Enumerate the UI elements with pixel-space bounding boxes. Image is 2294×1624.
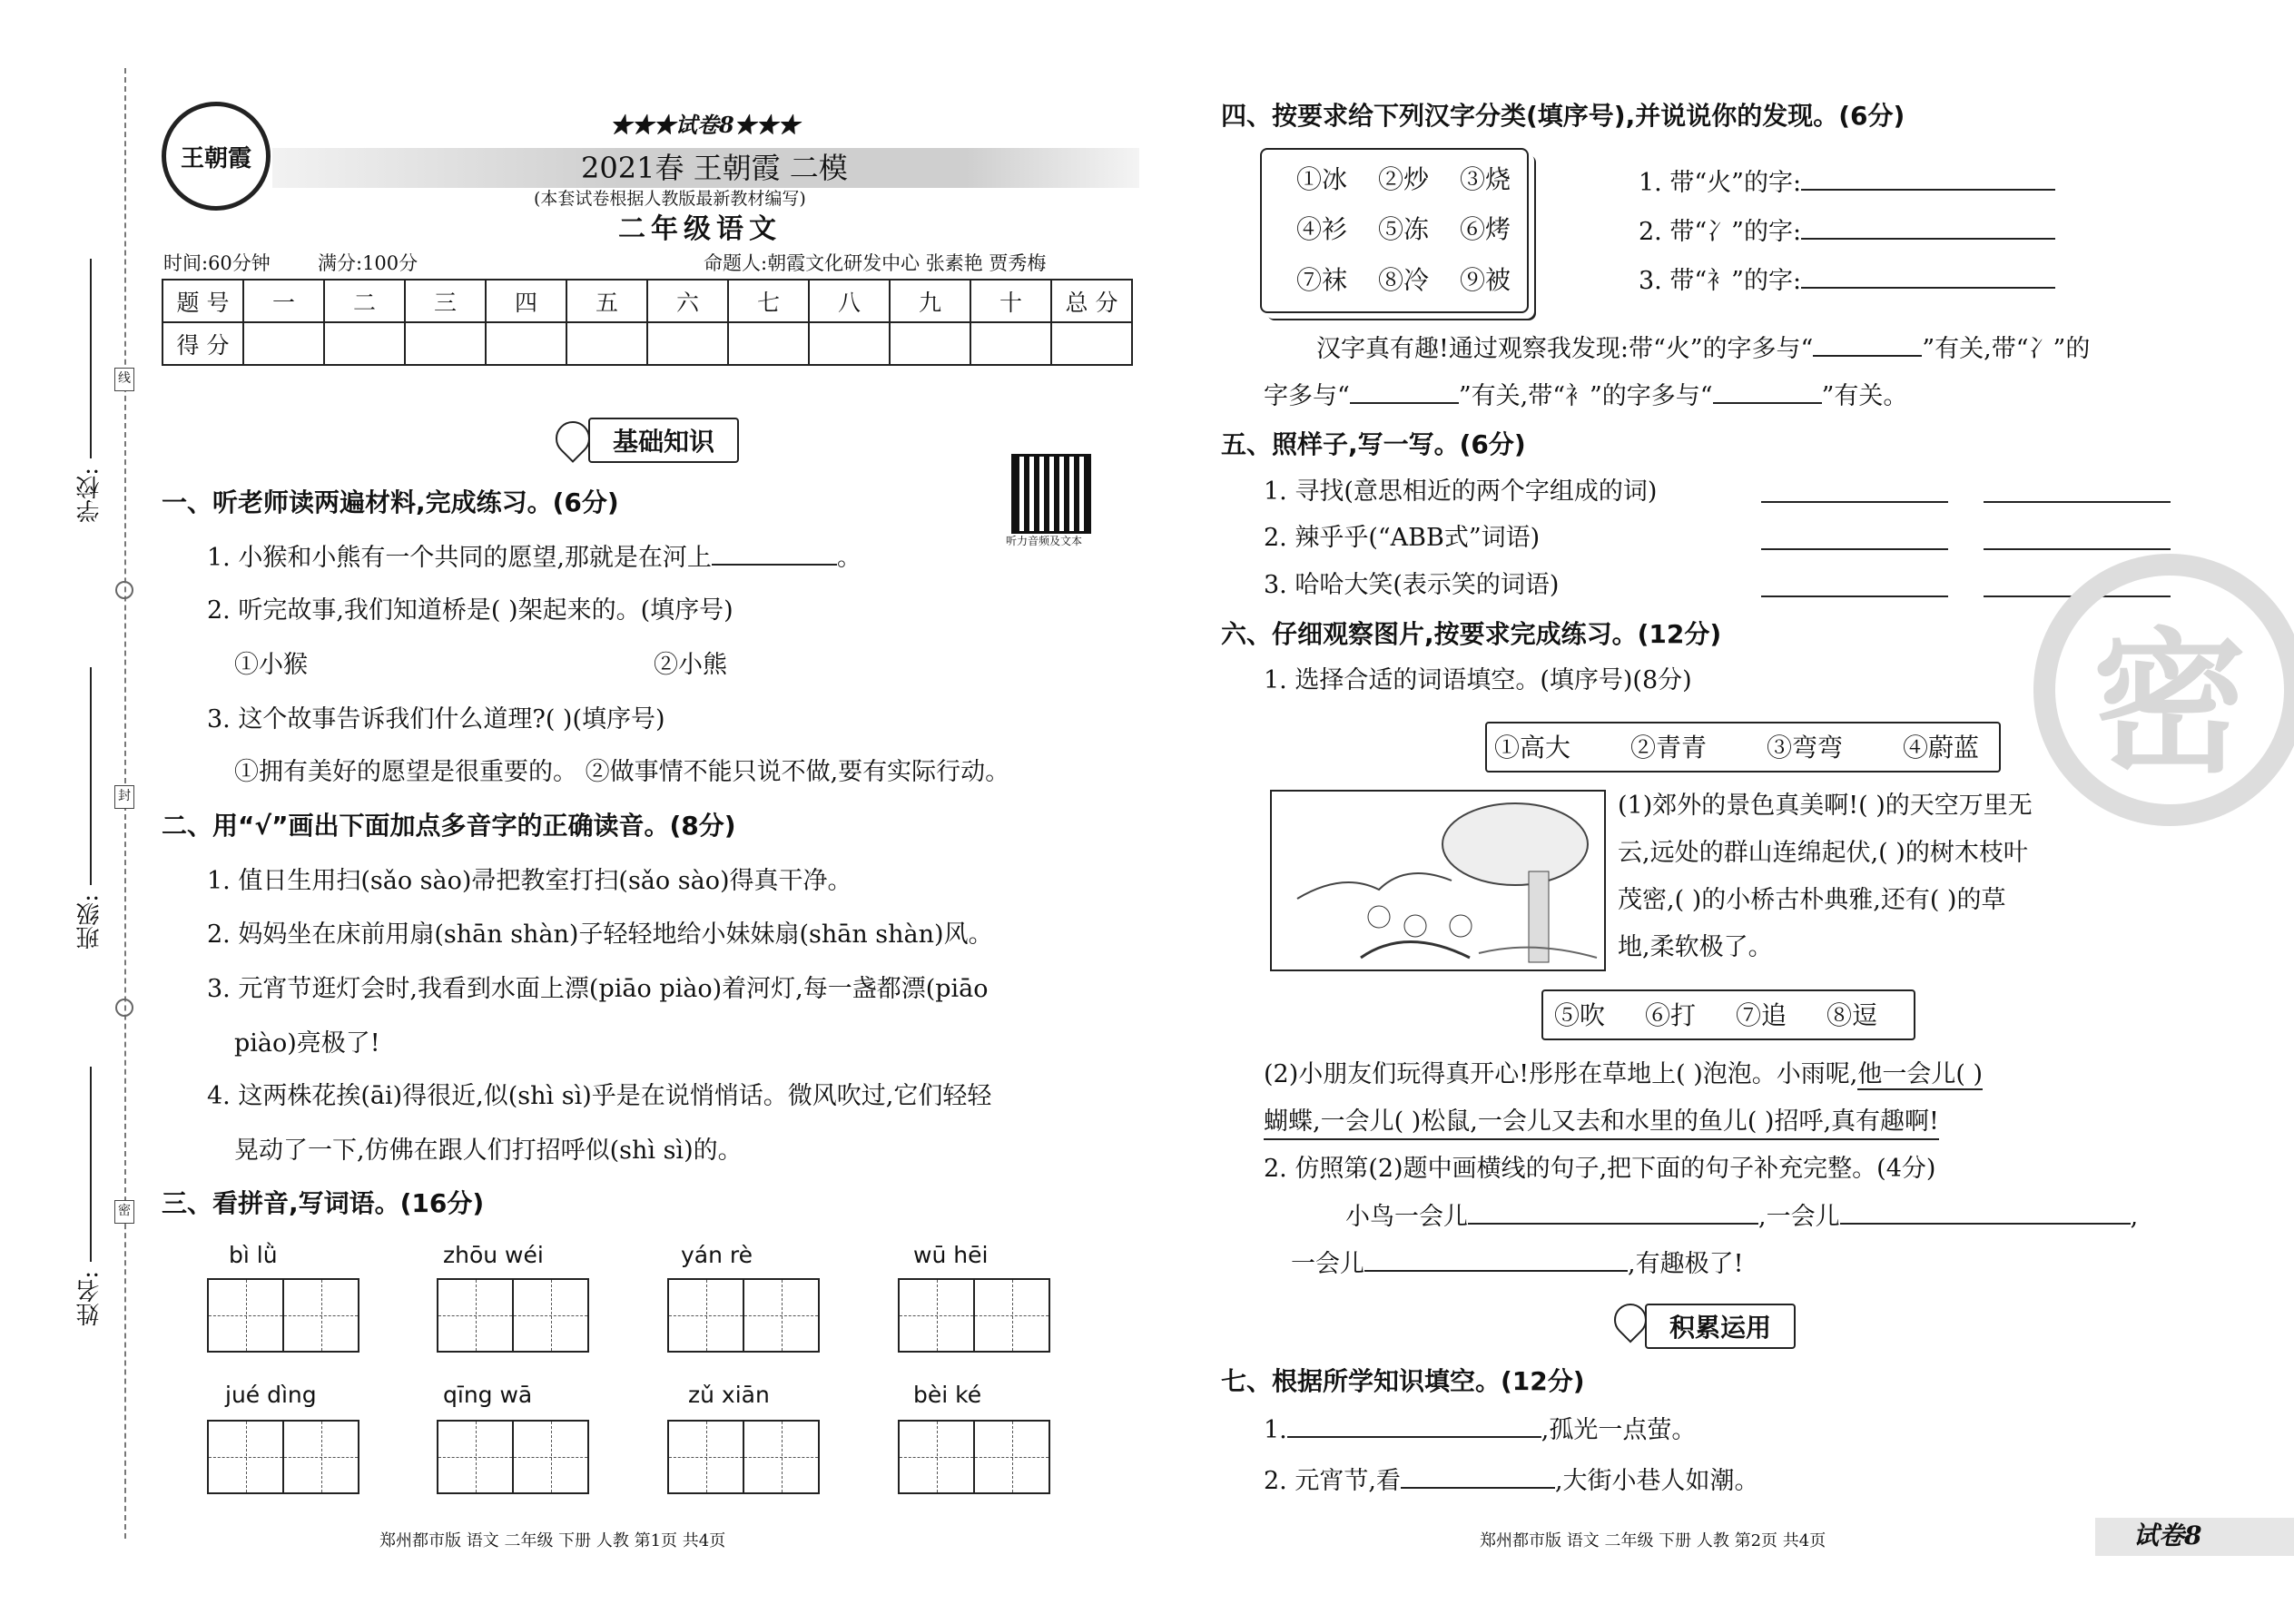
word-option: ④蔚蓝 <box>1903 733 1980 763</box>
q1-opt-b: ②小熊 <box>654 651 727 679</box>
q4-title: 四、按要求给下列汉字分类(填序号),并说说你的发现。(6分) <box>1221 101 1905 131</box>
cut-mark-1: 线 <box>114 368 134 391</box>
q1-title: 一、听老师读两遍材料,完成练习。(6分) <box>162 487 619 517</box>
footer-left: 郑州都市版 语文 二年级 下册 人教 第1页 共4页 <box>379 1531 726 1550</box>
authors: 命题人:朝霞文化研发中心 张素艳 贾秀梅 <box>704 252 1047 274</box>
q4-cat3: 3. 带“衤”的字: <box>1639 265 2055 298</box>
q5-item3: 3. 哈哈大笑(表示笑的词语) <box>1264 571 1560 599</box>
answer-blank[interactable] <box>1984 548 2171 550</box>
q5-title: 五、照样子,写一写。(6分) <box>1221 429 1526 459</box>
score-cell[interactable] <box>405 322 486 365</box>
q6-passage-line: 茂密,( )的小桥古朴典雅,还有( )的草 <box>1618 886 2006 914</box>
q2-item4b: 晃动了一下,仿佛在跟人们打招呼似(shì sì)的。 <box>234 1137 743 1165</box>
q6-title: 六、仔细观察图片,按要求完成练习。(12分) <box>1221 619 1722 649</box>
writing-grid[interactable] <box>898 1278 1050 1353</box>
section-basic-label: 基础知识 <box>588 418 739 463</box>
qr-code[interactable] <box>1011 454 1091 534</box>
writing-grid[interactable] <box>667 1278 820 1353</box>
word-option: ⑤吹 <box>1554 1000 1606 1030</box>
footer-right: 郑州都市版 语文 二年级 下册 人教 第2页 共4页 <box>1480 1531 1826 1550</box>
char: ④衫 <box>1296 214 1348 244</box>
answer-blank[interactable] <box>1761 501 1948 503</box>
char: ⑨被 <box>1460 265 1511 295</box>
writing-grid[interactable] <box>437 1420 589 1494</box>
answer-blank[interactable] <box>1813 337 1922 357</box>
answer-blank[interactable] <box>1801 171 2055 191</box>
q4-cat1: 1. 带“火”的字: <box>1639 167 2055 200</box>
writing-grid[interactable] <box>207 1420 359 1494</box>
word-option: ⑧逗 <box>1826 1000 1878 1030</box>
score-cell[interactable] <box>809 322 890 365</box>
q1-item1: 1. 小猴和小熊有一个共同的愿望,那就是在河上 。 <box>207 544 861 572</box>
q2-title: 二、用“√”画出下面加点多音字的正确读音。(8分) <box>162 811 736 841</box>
q6-passage-line: (1)郊外的景色真美啊!( )的天空万里无 <box>1618 792 2033 820</box>
q5-item2: 2. 辣乎乎(“ABB式”词语) <box>1264 524 1541 552</box>
q6-p2-line1: (2)小朋友们玩得真开心!彤彤在草地上( )泡泡。小雨呢,他一会儿( ) <box>1264 1060 1983 1088</box>
time-info: 时间:60分钟 <box>163 252 271 274</box>
score-cell[interactable] <box>486 322 566 365</box>
score-header: 四 <box>486 280 566 322</box>
answer-blank[interactable] <box>1468 1205 1758 1225</box>
q2-item3a: 3. 元宵节逛灯会时,我看到水面上漂(piāo piào)着河灯,每一盏都漂(piāo <box>207 975 989 1003</box>
cut-mark-2: 封 <box>114 785 134 809</box>
name-line <box>90 1067 92 1262</box>
writing-grid[interactable] <box>898 1420 1050 1494</box>
word-option: ③弯弯 <box>1767 733 1844 763</box>
q6-passage-line: 云,远处的群山连绵起伏,( )的树木枝叶 <box>1618 839 2028 867</box>
score-cell[interactable] <box>647 322 728 365</box>
answer-blank[interactable] <box>1401 1469 1555 1489</box>
word-option: ⑥打 <box>1645 1000 1697 1030</box>
binding-hole-2 <box>115 999 133 1017</box>
writing-grid[interactable] <box>207 1278 359 1353</box>
school-label: 学校: <box>76 468 103 523</box>
answer-blank[interactable] <box>1350 384 1459 404</box>
score-table <box>162 279 1133 366</box>
class-line <box>90 667 92 885</box>
answer-blank[interactable] <box>1801 269 2055 289</box>
q2-item3b: piào)亮极了! <box>234 1029 380 1058</box>
q1-opt-a: ①小猴 <box>234 651 308 679</box>
q6-passage-line: 地,柔软极了。 <box>1618 933 1773 961</box>
q2-item4a: 4. 这两株花挨(āi)得很近,似(shì sì)乎是在说悄悄话。微风吹过,它们轻轻 <box>207 1082 992 1110</box>
paper-number-stars: ★★★试卷8★★★ <box>610 112 800 138</box>
word-option: ⑦追 <box>1736 1000 1787 1030</box>
subject-title: 二年级语文 <box>618 213 782 245</box>
q6-p2-line2: 蝴蝶,一会儿( )松鼠,一会儿又去和水里的鱼儿( )招呼,真有趣啊! <box>1264 1106 1939 1140</box>
char: ⑦袜 <box>1296 265 1348 295</box>
full-marks: 满分:100分 <box>318 252 418 274</box>
word-option: ②青青 <box>1630 733 1708 763</box>
score-header: 总 分 <box>1051 280 1132 322</box>
logo-badge: 王朝霞 <box>162 102 271 211</box>
cut-mark-3: 密 <box>114 1200 134 1224</box>
school-line <box>90 259 92 458</box>
class-label: 班级: <box>76 894 103 950</box>
name-label: 姓名: <box>76 1271 103 1326</box>
writing-grid[interactable] <box>667 1420 820 1494</box>
q2-item2: 2. 妈妈坐在床前用扇(shān shàn)子轻轻地给小妹妹扇(shān shàn)风。 <box>207 920 993 949</box>
q6-sub2: 2. 仿照第(2)题中画横线的句子,把下面的句子补充完整。(4分) <box>1264 1155 1936 1183</box>
char: ③烧 <box>1460 164 1511 194</box>
q6-fill-line2: 一会儿 ,有趣极了! <box>1291 1250 1744 1278</box>
q5-item1: 1. 寻找(意思相近的两个字组成的词) <box>1264 477 1658 506</box>
char: ⑧冷 <box>1378 265 1430 295</box>
score-cell[interactable] <box>728 322 809 365</box>
score-header: 十 <box>970 280 1051 322</box>
q2-item1: 1. 值日生用扫(sǎo sào)帚把教室打扫(sǎo sào)得真干净。 <box>207 867 852 895</box>
q1-blank[interactable] <box>712 546 837 566</box>
score-cell[interactable] <box>1051 322 1132 365</box>
q3-pinyin: yán rè <box>681 1242 753 1268</box>
q7-title: 七、根据所学知识填空。(12分) <box>1221 1366 1585 1396</box>
char: ①冰 <box>1296 164 1348 194</box>
score-header: 二 <box>324 280 405 322</box>
q7-item1: 1. ,孤光一点萤。 <box>1264 1416 1697 1444</box>
answer-blank[interactable] <box>1761 595 1948 597</box>
park-illustration <box>1270 790 1606 971</box>
score-header: 五 <box>566 280 647 322</box>
answer-blank[interactable] <box>1801 220 2055 240</box>
char: ⑥烤 <box>1460 214 1511 244</box>
score-header: 七 <box>728 280 809 322</box>
q6-fill-line1: 小鸟一会儿 ,一会儿 , <box>1345 1203 2139 1231</box>
qr-caption: 听力音频及文本 <box>1006 535 1083 547</box>
q6-sub1: 1. 选择合适的词语填空。(填序号)(8分) <box>1264 666 1692 694</box>
section-accum-label: 积累运用 <box>1645 1304 1796 1349</box>
q3-pinyin: bì lǜ <box>229 1242 278 1268</box>
score-header: 三 <box>405 280 486 322</box>
score-header: 一 <box>243 280 324 322</box>
score-cell[interactable] <box>566 322 647 365</box>
q1-item3: 3. 这个故事告诉我们什么道理?( )(填序号) <box>207 705 665 733</box>
q4-finding-line1: 汉字真有趣!通过观察我发现:带“火”的字多与“ ”有关,带“冫”的 <box>1316 335 2091 363</box>
answer-blank[interactable] <box>1364 1252 1628 1272</box>
q3-pinyin: zǔ xiān <box>688 1382 770 1408</box>
answer-blank[interactable] <box>1761 548 1948 550</box>
q3-pinyin: wū hēi <box>913 1242 989 1268</box>
q7-item2: 2. 元宵节,看 ,大街小巷人如潮。 <box>1264 1467 1759 1495</box>
score-header: 题 号 <box>162 280 243 322</box>
confidential-seal: 密 <box>2033 554 2294 826</box>
score-row-label: 得 分 <box>162 322 243 365</box>
score-cell[interactable] <box>890 322 970 365</box>
q4-finding-line2: 字多与“ ”有关,带“衤”的字多与“ ”有关。 <box>1264 382 1908 410</box>
answer-blank[interactable] <box>1984 501 2171 503</box>
q4-cat2: 2. 带“冫”的字: <box>1639 216 2055 249</box>
score-header: 九 <box>890 280 970 322</box>
score-cell[interactable] <box>970 322 1051 365</box>
q1-item3-opts: ①拥有美好的愿望是很重要的。 ②做事情不能只说不做,要有实际行动。 <box>234 758 1010 786</box>
q3-pinyin: qīng wā <box>443 1382 533 1408</box>
char: ⑤冻 <box>1378 214 1430 244</box>
binding-hole-1 <box>115 581 133 599</box>
q3-pinyin: bèi ké <box>913 1382 982 1408</box>
paper-label: 试卷8 <box>2133 1521 2202 1550</box>
q1-item2: 2. 听完故事,我们知道桥是( )架起来的。(填序号) <box>207 596 733 625</box>
main-title: 2021春 王朝霞 二模 <box>581 151 848 185</box>
q3-pinyin: zhōu wéi <box>443 1242 544 1268</box>
score-header: 六 <box>647 280 728 322</box>
q3-pinyin: jué dìng <box>225 1382 317 1408</box>
answer-blank[interactable] <box>1840 1205 2131 1225</box>
score-header: 八 <box>809 280 890 322</box>
answer-blank[interactable] <box>1713 384 1822 404</box>
q3-title: 三、看拼音,写词语。(16分) <box>162 1188 485 1218</box>
score-cell[interactable] <box>243 322 324 365</box>
subtitle: (本套试卷根据人教版最新教材编写) <box>534 189 806 209</box>
writing-grid[interactable] <box>437 1278 589 1353</box>
score-cell[interactable] <box>324 322 405 365</box>
answer-blank[interactable] <box>1287 1418 1541 1438</box>
word-option: ①高大 <box>1494 733 1571 763</box>
char: ②炒 <box>1378 164 1430 194</box>
